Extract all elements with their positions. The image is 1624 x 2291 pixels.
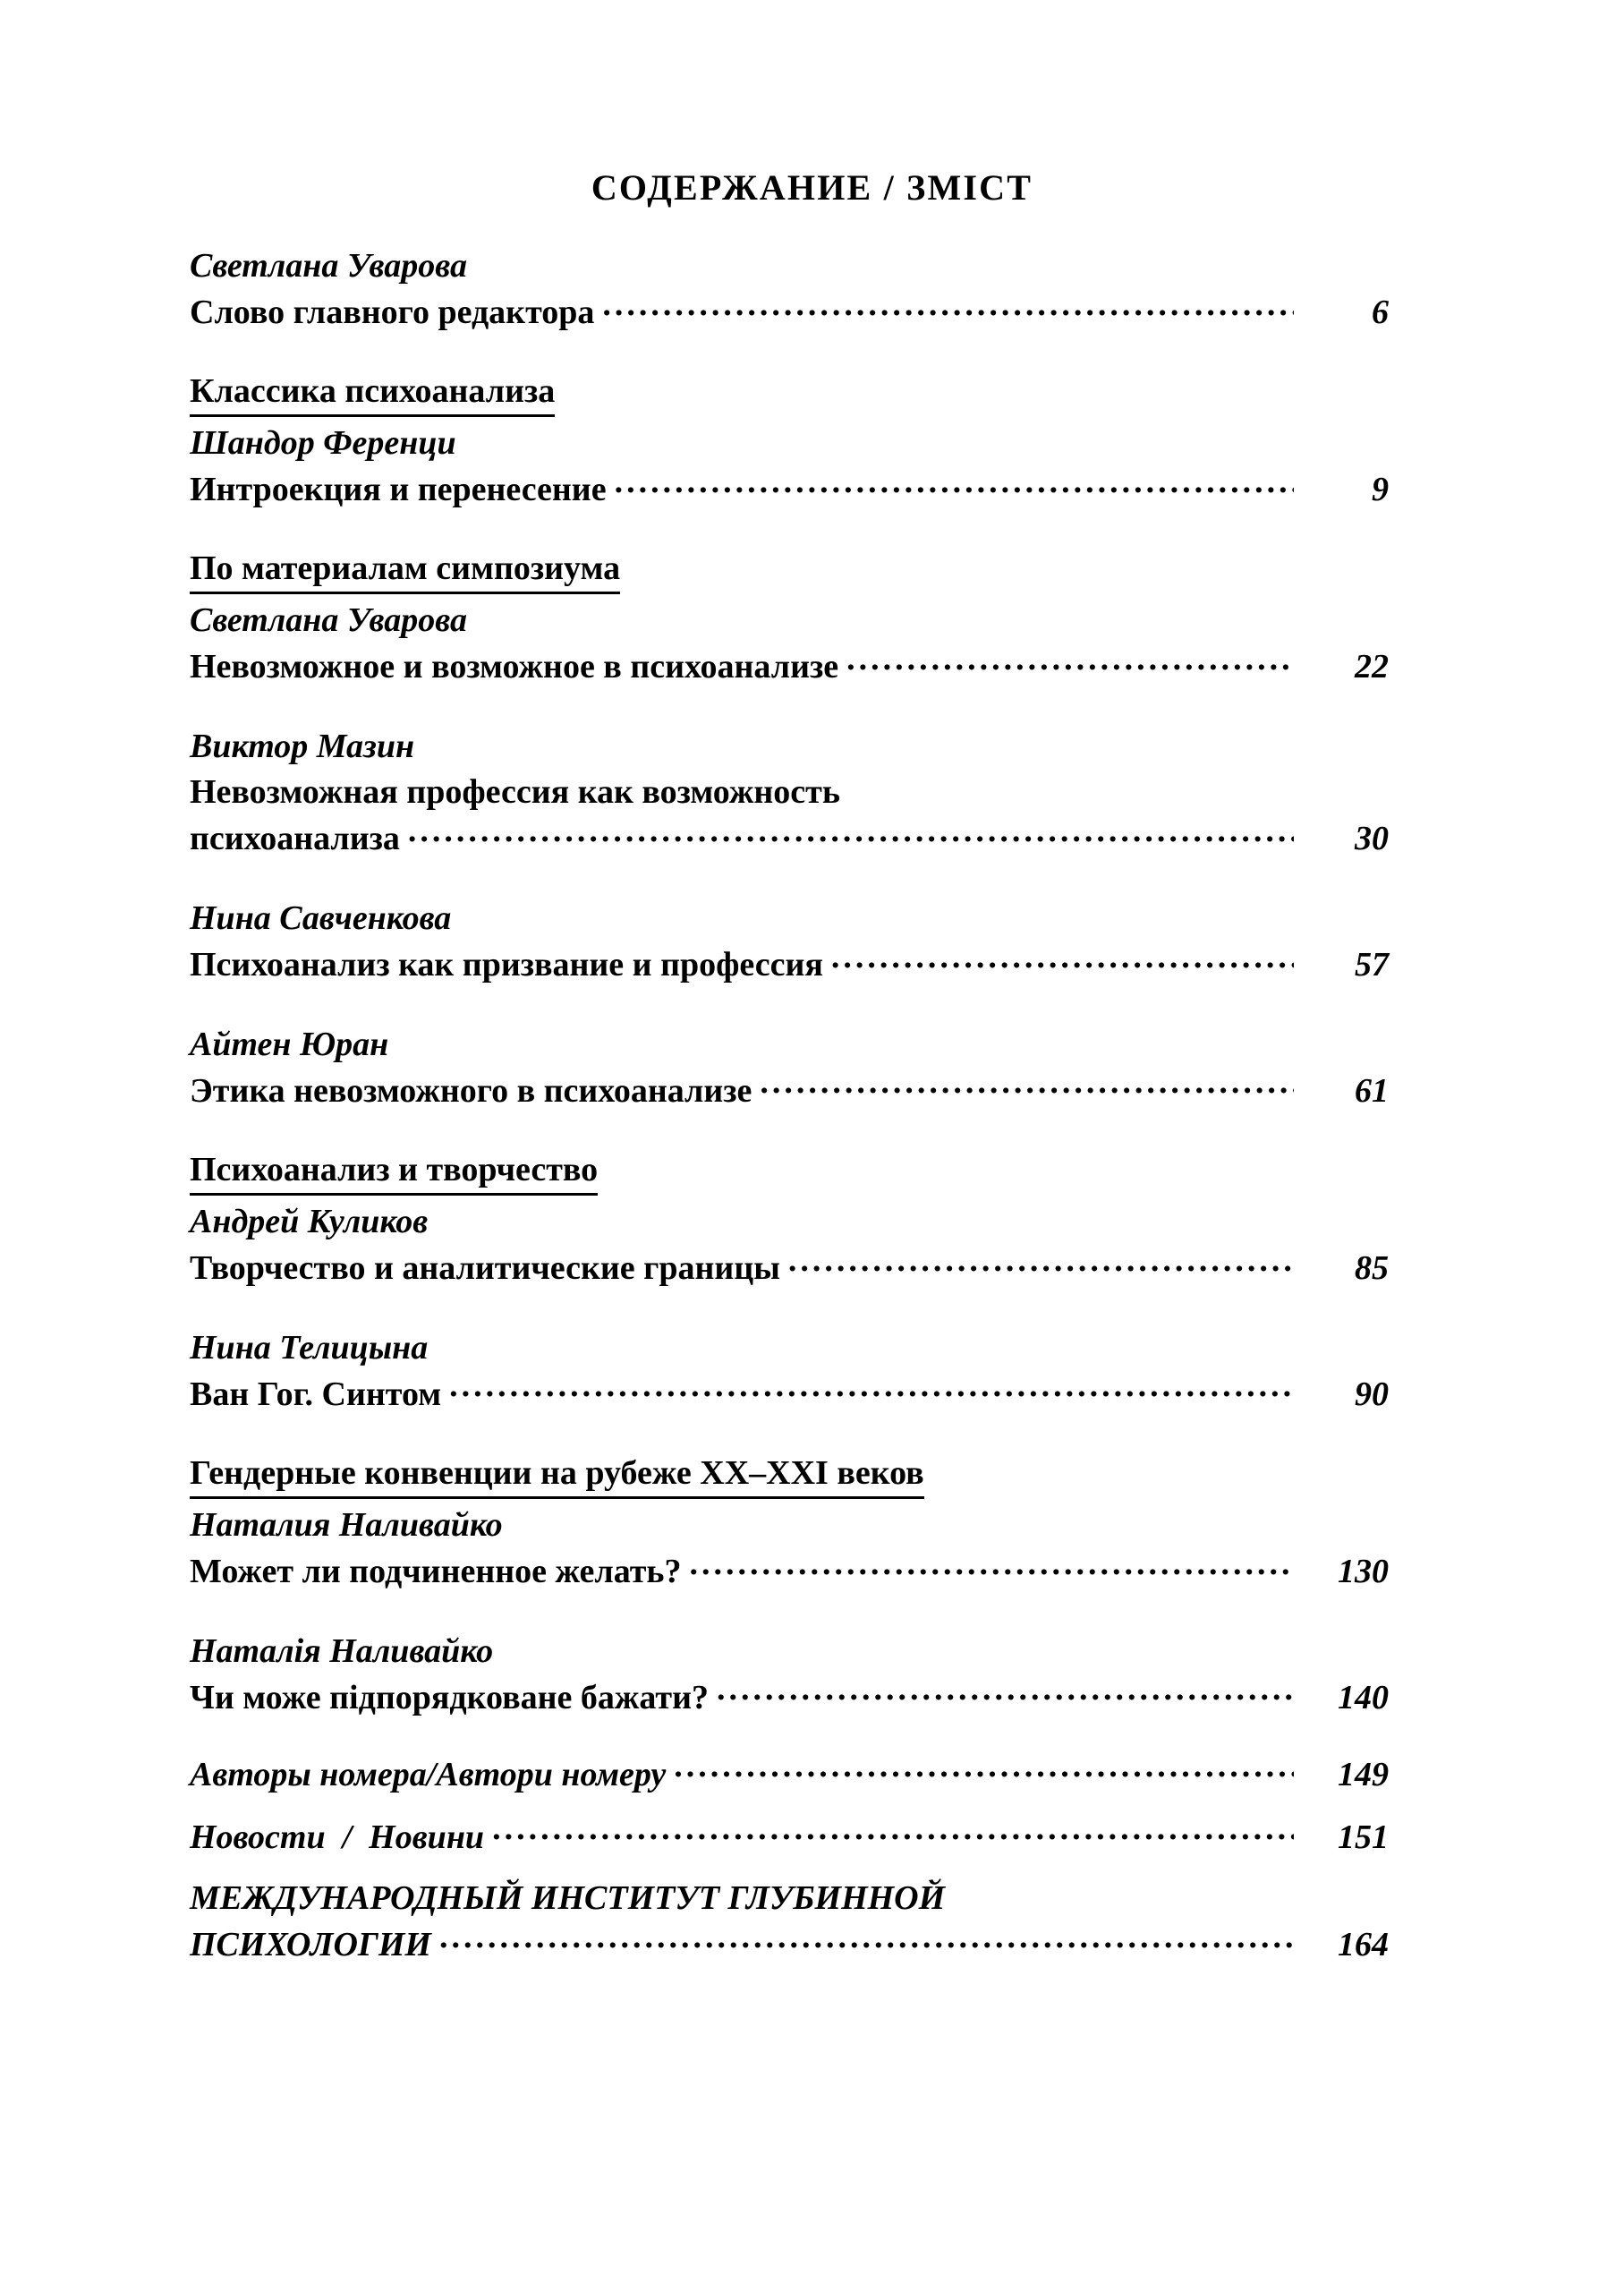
toc-entry[interactable] <box>190 1814 1389 1861</box>
toc-group <box>190 370 1389 513</box>
entry-author: Нина Савченкова <box>190 899 452 937</box>
institute-title-line-1: МЕЖДУНАРОДНЫЙ ИНСТИТУТ ГЛУБИННОЙ <box>190 1879 946 1918</box>
entry-title: Ван Гог. Синтом <box>190 1375 442 1413</box>
leader-dots <box>831 941 1294 975</box>
leader-dots <box>615 466 1294 500</box>
entry-page-number: 85 <box>1355 1248 1389 1287</box>
toc-entry[interactable] <box>190 1068 1389 1114</box>
entry-page-number: 90 <box>1355 1375 1389 1413</box>
page-title: СОДЕРЖАНИЕ / ЗМІСТ <box>591 167 1033 208</box>
entry-page-number: 164 <box>1338 1926 1389 1964</box>
entry-author: Светлана Уварова <box>190 601 467 640</box>
institute-title-line-2: ПСИХОЛОГИИ <box>190 1926 431 1964</box>
leader-dots <box>717 1674 1294 1708</box>
entry-page-number: 140 <box>1338 1678 1389 1716</box>
entry-title-line-1: Невозможная профессия как возможность <box>190 773 840 812</box>
toc-group <box>190 1814 1389 1861</box>
toc-entry[interactable] <box>190 1245 1389 1291</box>
entry-author: Наталия Наливайко <box>190 1505 503 1544</box>
leader-dots <box>408 815 1294 849</box>
toc-group <box>190 724 1389 862</box>
table-of-contents <box>190 243 1389 1968</box>
leader-dots <box>788 1245 1294 1279</box>
entry-page-number: 61 <box>1355 1071 1389 1110</box>
entry-author: Шандор Ференци <box>190 424 456 463</box>
entry-author: Наталія Наливайко <box>190 1631 494 1670</box>
leader-dots <box>690 1548 1295 1582</box>
entry-page-number: 6 <box>1372 293 1389 331</box>
leader-dots <box>846 643 1294 677</box>
entry-author: Айтен Юран <box>190 1025 389 1063</box>
leader-dots <box>492 1814 1294 1848</box>
entry-title: Слово главного редактора <box>190 293 595 331</box>
entry-title: Этика невозможного в психоанализе <box>190 1071 752 1110</box>
entry-title: Творчество и аналитические границы <box>190 1248 780 1287</box>
leader-dots <box>439 1921 1294 1955</box>
leader-dots <box>449 1371 1294 1405</box>
section-heading: Классика психоанализа <box>190 370 555 417</box>
entry-title: Авторы номера/Автори номеру <box>190 1755 667 1793</box>
toc-group <box>190 1452 1389 1595</box>
entry-page-number: 149 <box>1338 1755 1389 1793</box>
toc-entry[interactable] <box>190 466 1389 513</box>
entry-title: Интроекция и перенесение <box>190 471 607 509</box>
toc-group <box>190 1325 1389 1418</box>
leader-dots <box>602 289 1294 323</box>
toc-group <box>190 1629 1389 1721</box>
toc-entry[interactable] <box>190 1548 1389 1595</box>
entry-title: Чи може підпорядковане бажати? <box>190 1678 709 1716</box>
entry-page-number: 130 <box>1338 1552 1389 1590</box>
toc-entry[interactable] <box>190 1371 1389 1418</box>
toc-entry[interactable] <box>190 815 1389 862</box>
entry-title: Невозможное и возможное в психоанализе <box>190 648 839 686</box>
entry-title-line-2: психоанализа <box>190 820 400 858</box>
entry-title: Новости / Новини <box>190 1818 485 1856</box>
section-heading: По материалам симпозиума <box>190 547 620 594</box>
toc-entry[interactable] <box>190 1921 1389 1968</box>
entry-author: Виктор Мазин <box>190 728 415 766</box>
toc-entry[interactable] <box>190 643 1389 690</box>
entry-page-number: 57 <box>1355 945 1389 984</box>
toc-group <box>190 1148 1389 1291</box>
toc-group <box>190 896 1389 988</box>
toc-group <box>190 547 1389 690</box>
entry-author: Светлана Уварова <box>190 247 467 285</box>
leader-dots <box>674 1751 1294 1785</box>
toc-group <box>190 243 1389 336</box>
toc-group <box>190 1022 1389 1114</box>
entry-page-number: 30 <box>1355 820 1389 858</box>
toc-entry[interactable] <box>190 1674 1389 1721</box>
entry-page-number: 22 <box>1355 648 1389 686</box>
entry-author: Нина Телицына <box>190 1328 429 1367</box>
toc-group <box>190 1751 1389 1798</box>
section-heading: Гендерные конвенции на рубеже XX–XXI веков <box>190 1452 924 1499</box>
entry-page-number: 9 <box>1372 471 1389 509</box>
entry-title: Психоанализ как призвание и профессия <box>190 945 823 984</box>
entry-page-number: 151 <box>1338 1818 1389 1856</box>
toc-entry[interactable] <box>190 289 1389 336</box>
entry-author: Андрей Куликов <box>190 1202 429 1240</box>
toc-entry[interactable] <box>190 1751 1389 1798</box>
toc-group <box>190 1876 1389 1968</box>
toc-entry[interactable] <box>190 941 1389 988</box>
entry-title: Может ли подчиненное желать? <box>190 1552 682 1590</box>
section-heading: Психоанализ и творчество <box>190 1148 598 1196</box>
leader-dots <box>760 1068 1294 1102</box>
